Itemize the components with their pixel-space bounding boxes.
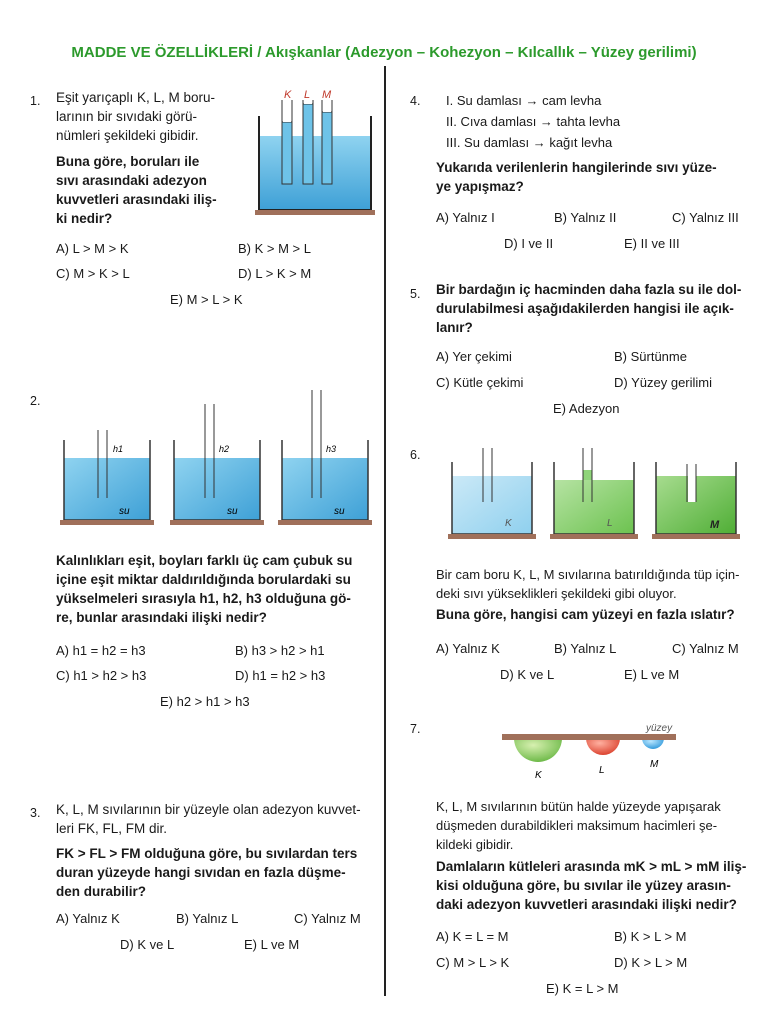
q4-items <box>446 90 620 153</box>
q4-option-c[interactable]: C) Yalnız III <box>672 210 739 225</box>
q2-question <box>56 551 376 627</box>
q1-question <box>56 152 236 228</box>
fig7-label-k: K <box>535 770 542 781</box>
q1-figure <box>255 89 375 222</box>
q2-bold-line: içine eşit miktar daldırıldığında borulardaki su <box>56 572 351 587</box>
q1-bold-line: Buna göre, boruları ile <box>56 154 200 169</box>
q2-bold-line: yükselmeleri sırasıyla h1, h2, h3 olduğuna gö- <box>56 591 351 606</box>
q5-bold-line: Bir bardağın iç hacminden daha fazla su ile dol- <box>436 282 742 297</box>
q5-bold-line: durulabilmesi aşağıdakilerden hangisi ile açık- <box>436 301 734 316</box>
fig7-label-m: M <box>650 759 659 770</box>
q7-bold-line: Damlaların kütleleri arasında mK > mL > mM iliş- <box>436 859 747 874</box>
column-divider <box>384 66 386 996</box>
q1-option-d[interactable]: D) L > K > M <box>238 266 312 281</box>
q6-question: Buna göre, hangisi cam yüzeyi en fazla ıslatır? <box>436 607 735 622</box>
q2-option-d[interactable]: D) h1 = h2 > h3 <box>235 668 326 683</box>
label-su-1: su <box>119 506 130 517</box>
q2-option-e[interactable]: E) h2 > h1 > h3 <box>160 694 250 709</box>
q5-option-c[interactable]: C) Kütle çekimi <box>436 375 524 390</box>
q3-option-c[interactable]: C) Yalnız M <box>294 911 361 926</box>
q5-number: 5. <box>410 287 421 301</box>
q1-number: 1. <box>30 94 41 108</box>
q6-option-a[interactable]: A) Yalnız K <box>436 641 500 656</box>
q7-option-b[interactable]: B) K > L > M <box>614 929 687 944</box>
q7-bold-line: daki adezyon kuvvetleri arasındaki ilişki nedir? <box>436 897 737 912</box>
tube-k <box>282 122 292 184</box>
q3-bold-line: den durabilir? <box>56 884 147 899</box>
q4-option-a[interactable]: A) Yalnız I <box>436 210 495 225</box>
q7-question <box>436 857 756 914</box>
q1-bold-line: ki nedir? <box>56 211 113 226</box>
tube-m <box>322 112 332 184</box>
label-h1: h1 <box>113 444 124 454</box>
q3-option-b[interactable]: B) Yalnız L <box>176 911 239 926</box>
q7-text-line: kildeki gibidir. <box>436 837 514 852</box>
q7-option-a[interactable]: A) K = L = M <box>436 929 509 944</box>
q1-option-e[interactable]: E) M > L > K <box>170 292 243 307</box>
fig-label-k: K <box>284 89 292 101</box>
fig-label-m: M <box>322 89 332 101</box>
q3-text-line: leri FK, FL, FM dir. <box>56 821 168 836</box>
q1-text-line: Eşit yarıçaplı K, L, M boru- <box>56 90 216 105</box>
q7-number: 7. <box>410 722 421 736</box>
q6-option-d[interactable]: D) K ve L <box>500 667 555 682</box>
q4-bold-line: ye yapışmaz? <box>436 179 524 194</box>
q4-item: I. Su damlası → cam levha <box>446 93 602 108</box>
q2-option-c[interactable]: C) h1 > h2 > h3 <box>56 668 147 683</box>
label-su-3: su <box>334 506 345 517</box>
q7-option-d[interactable]: D) K > L > M <box>614 955 688 970</box>
q1-option-a[interactable]: A) L > M > K <box>56 241 129 256</box>
q4-option-e[interactable]: E) II ve III <box>624 236 680 251</box>
q3-option-d[interactable]: D) K ve L <box>120 937 175 952</box>
label-su-2: su <box>227 506 238 517</box>
q6-option-e[interactable]: E) L ve M <box>624 667 680 682</box>
q7-option-c[interactable]: C) M > L > K <box>436 955 510 970</box>
q6-figure <box>442 440 742 540</box>
q3-bold-line: duran yüzeyde hangi sıvıdan en fazla düşme- <box>56 865 346 880</box>
q1-option-b[interactable]: B) K > M > L <box>238 241 311 256</box>
q1-text-line: larının bir sıvıdaki görü- <box>56 109 198 124</box>
q2-bold-line: re, bunlar arasındaki ilişki nedir? <box>56 610 267 625</box>
q3-question <box>56 844 376 901</box>
q3-text <box>56 800 376 838</box>
q4-question <box>436 158 751 196</box>
fig6-label-l: L <box>607 518 613 529</box>
tube-l <box>303 104 313 184</box>
q6-option-c[interactable]: C) Yalnız M <box>672 641 739 656</box>
q4-number: 4. <box>410 94 421 108</box>
q3-bold-line: FK > FL > FM olduğuna göre, bu sıvılardan ters <box>56 846 358 861</box>
q4-item: III. Su damlası → kağıt levha <box>446 135 613 150</box>
q7-bold-line: kisi olduğuna göre, bu sıvılar ile yüzey arasın- <box>436 878 731 893</box>
q6-option-b[interactable]: B) Yalnız L <box>554 641 617 656</box>
q6-text-line: deki sıvı yükseklikleri şekildeki gibi oluyor. <box>436 586 677 601</box>
fig6-label-k: K <box>505 518 512 529</box>
q5-option-a[interactable]: A) Yer çekimi <box>436 349 512 364</box>
q2-option-b[interactable]: B) h3 > h2 > h1 <box>235 643 325 658</box>
label-h2: h2 <box>219 444 230 454</box>
q6-text <box>436 565 756 603</box>
q3-text-line: K, L, M sıvılarının bir yüzeyle olan adezyon kuvvet- <box>56 802 361 817</box>
drop-k <box>514 738 562 762</box>
q1-option-c[interactable]: C) M > K > L <box>56 266 130 281</box>
q2-bold-line: Kalınlıkları eşit, boyları farklı üç cam çubuk su <box>56 553 353 568</box>
q1-bold-line: kuvvetleri arasındaki iliş- <box>56 192 217 207</box>
q4-bold-line: Yukarıda verilenlerin hangilerinde sıvı yüze- <box>436 160 717 175</box>
q1-text <box>56 88 231 145</box>
label-h3: h3 <box>326 444 337 454</box>
q7-figure <box>500 720 680 784</box>
q2-figure <box>62 390 372 530</box>
q3-option-e[interactable]: E) L ve M <box>244 937 300 952</box>
q6-number: 6. <box>410 448 421 462</box>
q4-option-b[interactable]: B) Yalnız II <box>554 210 617 225</box>
q5-bold-line: lanır? <box>436 320 473 335</box>
q7-text <box>436 797 756 854</box>
q4-item: II. Cıva damlası → tahta levha <box>446 114 621 129</box>
q1-text-line: nümleri şekildeki gibidir. <box>56 128 199 143</box>
q3-option-a[interactable]: A) Yalnız K <box>56 911 120 926</box>
q4-option-d[interactable]: D) I ve II <box>504 236 554 251</box>
q5-option-e[interactable]: E) Adezyon <box>553 401 620 416</box>
q5-option-b[interactable]: B) Sürtünme <box>614 349 687 364</box>
fig7-label-l: L <box>599 765 605 776</box>
surface-plate <box>502 734 676 740</box>
q5-option-d[interactable]: D) Yüzey gerilimi <box>614 375 713 390</box>
q7-option-e[interactable]: E) K = L > M <box>546 981 619 996</box>
q1-bold-line: sıvı arasındaki adezyon <box>56 173 207 188</box>
fig6-label-m: M <box>710 519 720 531</box>
fig7-surface-label: yüzey <box>646 723 673 734</box>
q7-text-line: K, L, M sıvılarının bütün halde yüzeyde yapışarak <box>436 799 721 814</box>
q3-number: 3. <box>30 806 41 820</box>
q2-option-a[interactable]: A) h1 = h2 = h3 <box>56 643 146 658</box>
q2-number: 2. <box>30 394 41 408</box>
q6-text-line: Bir cam boru K, L, M sıvılarına batırıldığında tüp için- <box>436 567 740 582</box>
q7-text-line: düşmeden durabildikleri maksimum hacimleri şe- <box>436 818 718 833</box>
page-title: MADDE VE ÖZELLİKLERİ / Akışkanlar (Adezyon – Kohezyon – Kılcallık – Yüzey gerilimi) <box>71 44 697 61</box>
fig-label-l: L <box>304 89 311 101</box>
drop-l <box>586 738 620 755</box>
q5-question <box>436 280 751 337</box>
